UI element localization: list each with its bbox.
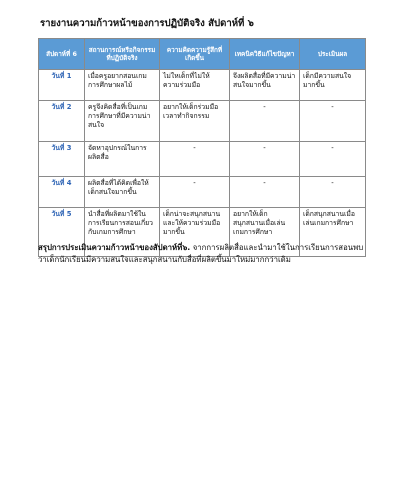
- table-row: [39, 142, 366, 177]
- week-cell: วันที่ 1: [39, 70, 85, 101]
- feeling-cell: เด็กน่าจะสนุกสนานและให้ความร่วมมือมากขึ้น: [160, 208, 230, 257]
- table-row: [39, 101, 366, 142]
- feeling-cell: -: [160, 142, 230, 177]
- evaluation-cell: เด็กมีความสนใจมากขึ้น: [300, 70, 366, 101]
- summary-paragraph: [38, 242, 370, 266]
- evaluation-cell: -: [300, 142, 366, 177]
- week-cell: วันที่ 4: [39, 177, 85, 208]
- technique-cell: -: [230, 177, 300, 208]
- header-technique: เทคนิควิธีแก้ไขปัญหา: [230, 39, 300, 70]
- evaluation-cell: -: [300, 177, 366, 208]
- summary-text: จากการผลิตสื่อและนำมาใช้ในการเรียนการสอนพบว่าเด็กนักเรียนมีความสนใจและสนุกสนานกับสื่อที่ผลิตขึ้นมาใหม่มากกว่าเดิม: [38, 243, 364, 264]
- activity-cell: เมื่อครูอยากสอนเกมการศึกษาผลไม้: [85, 70, 160, 101]
- feeling-cell: ไม่ใหเด็กที่ไม่ให้ความร่วมมือ: [160, 70, 230, 101]
- week-cell: วันที่ 5: [39, 208, 85, 257]
- evaluation-cell: -: [300, 101, 366, 142]
- activity-cell: จัดหาอุปกรณ์ในการผลิตสื่อ: [85, 142, 160, 177]
- table-row: [39, 70, 366, 101]
- header-week: สัปดาห์ที่ 6: [39, 39, 85, 70]
- technique-cell: -: [230, 142, 300, 177]
- header-activity: สถานการณ์หรือกิจกรรมที่ปฏิบัติจริง: [85, 39, 160, 70]
- table-header-row: [39, 39, 366, 70]
- header-feeling: ความคิดความรู้สึกที่เกิดขึ้น: [160, 39, 230, 70]
- week-cell: วันที่ 3: [39, 142, 85, 177]
- activity-cell: นำสื่อที่ผลิตมาใช้ในการเรียนการสอนเกี่ยวกับเกมการศึกษา: [85, 208, 160, 257]
- feeling-cell: อยากให้เด็กร่วมมือเวลาทำกิจกรรม: [160, 101, 230, 142]
- summary-label: สรุปการประเมินความก้าวหน้าของสัปดาห์ที่๖.: [38, 243, 191, 252]
- header-evaluation: ประเมินผล: [300, 39, 366, 70]
- week-cell: วันที่ 2: [39, 101, 85, 142]
- progress-table: [38, 38, 366, 257]
- report-title: รายงานความก้าวหน้าของการปฏิบัติจริง สัปดาห์ที่ ๖: [40, 18, 254, 29]
- activity-cell: ครูจึงคิดสื่อที่เป็นเกมการศึกษาที่มีความน่าสนใจ: [85, 101, 160, 142]
- feeling-cell: -: [160, 177, 230, 208]
- evaluation-cell: เด็กสนุกสนานเมื่อเล่นเกมการศึกษา: [300, 208, 366, 257]
- activity-cell: ผลิตสื่อที่ได้คิดเพื่อให้เด็กสนใจมากขึ้น: [85, 177, 160, 208]
- table-row: [39, 177, 366, 208]
- technique-cell: จึงผลิตสื่อที่มีความน่าสนใจมากขึ้น: [230, 70, 300, 101]
- technique-cell: อยากให้เด็กสนุกสนานเมื่อเล่นเกมการศึกษา: [230, 208, 300, 257]
- technique-cell: -: [230, 101, 300, 142]
